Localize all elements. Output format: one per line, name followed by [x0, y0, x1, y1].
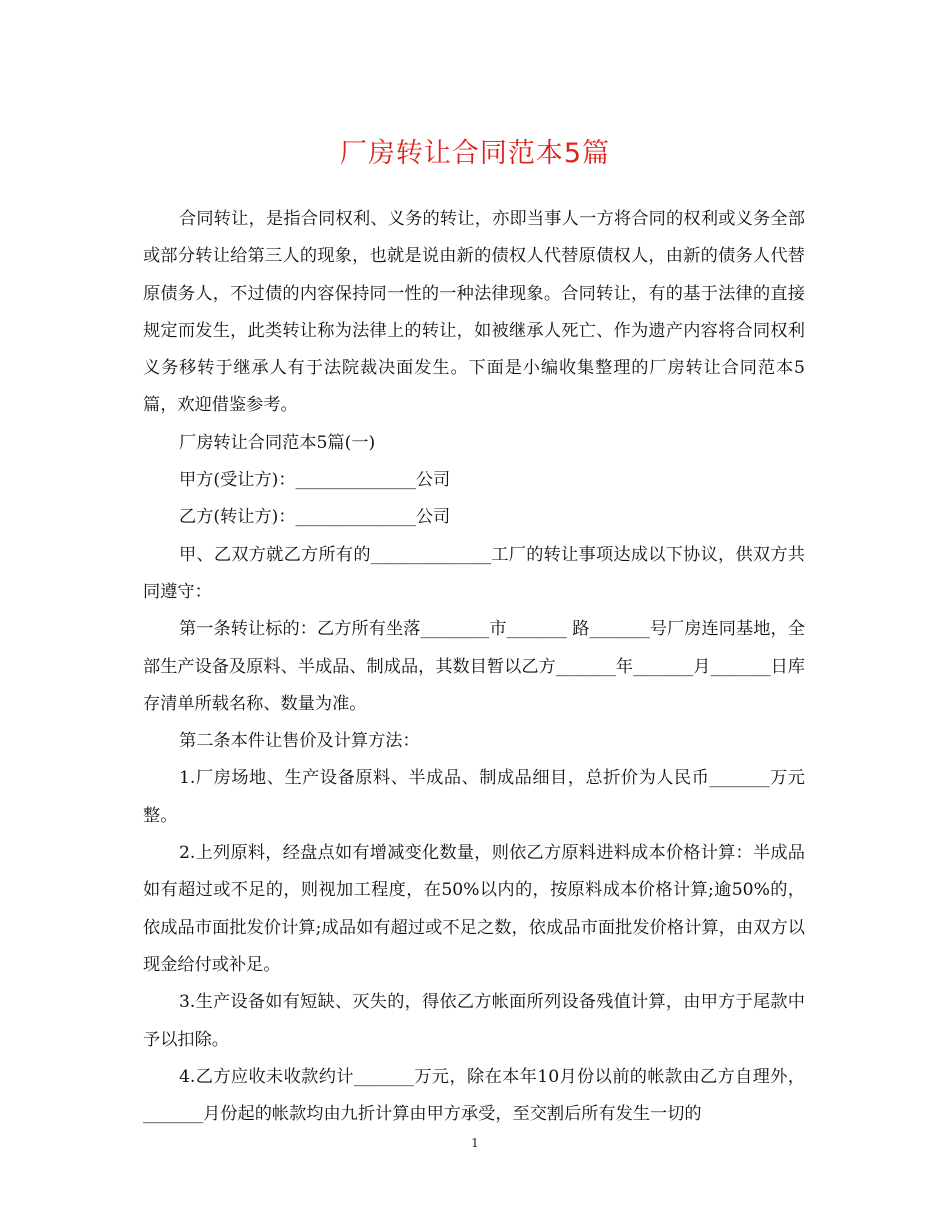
- paragraph-item-1: 1.厂房场地、生产设备原料、半成品、制成品细目，总折价为人民币_______万元整。: [143, 768, 805, 826]
- paragraph-item-3: 3.生产设备如有短缺、灭失的，得依乙方帐面所列设备残值计算，由甲方于尾款中予以扣除。: [143, 992, 805, 1050]
- document-title: 厂房转让合同范本5篇: [339, 138, 611, 169]
- paragraph-agreement: 甲、乙双方就乙方所有的______________工厂的转让事项达成以下协议，供双方共同遵守：: [143, 544, 805, 602]
- paragraph-intro: 合同转让，是指合同权利、义务的转让，亦即当事人一方将合同的权利或义务全部或部分转让给第三人的现象，也就是说由新的债权人代替原债权人，由新的债务人代替原债务人，不过债的内容保持同一性的一种法律现象。合同转让，有的基于法律的直接规定而发生，此类转让称为法律上的转让，如被继承人死亡、作为遗产内容将合同权利义务移转于继承人有于法院裁决面发生。下面是小编收集整理的厂房转让合同范本5篇，欢迎借鉴参考。: [143, 209, 805, 416]
- paragraph-item-2: 2.上列原料，经盘点如有增减变化数量，则依乙方原料进料成本价格计算：半成品如有超过或不足的，则视加工程度，在50%以内的，按原料成本价格计算;逾50%的，依成品市面批发价计算;成品如有超过或不足之数，依成品市面批发价格计算，由双方以现金给付或补足。: [143, 843, 805, 975]
- paragraph-article-2: 第二条本件让售价及计算方法：: [179, 731, 420, 752]
- document-body: [143, 201, 805, 1133]
- paragraph-article-1: 第一条转让标的：乙方所有坐落________市_______ 路_______号厂房连同基地，全部生产设备及原料、半成品、制成品，其数目暂以乙方_______年_______月_______日库存清单所载名称、数量为准。: [143, 619, 805, 714]
- page-number: 1: [471, 1136, 479, 1150]
- paragraph-party-b: 乙方(转让方)：______________公司: [179, 507, 451, 528]
- paragraph-item-4: 4.乙方应收未收款约计_______万元，除在本年10月份以前的帐款由乙方自理外，_______月份起的帐款均由九折计算由甲方承受，至交割后所有发生一切的: [143, 1066, 805, 1125]
- paragraph-subtitle: 厂房转让合同范本5篇(一): [179, 432, 376, 453]
- paragraph-party-a: 甲方(受让方)：______________公司: [179, 470, 451, 491]
